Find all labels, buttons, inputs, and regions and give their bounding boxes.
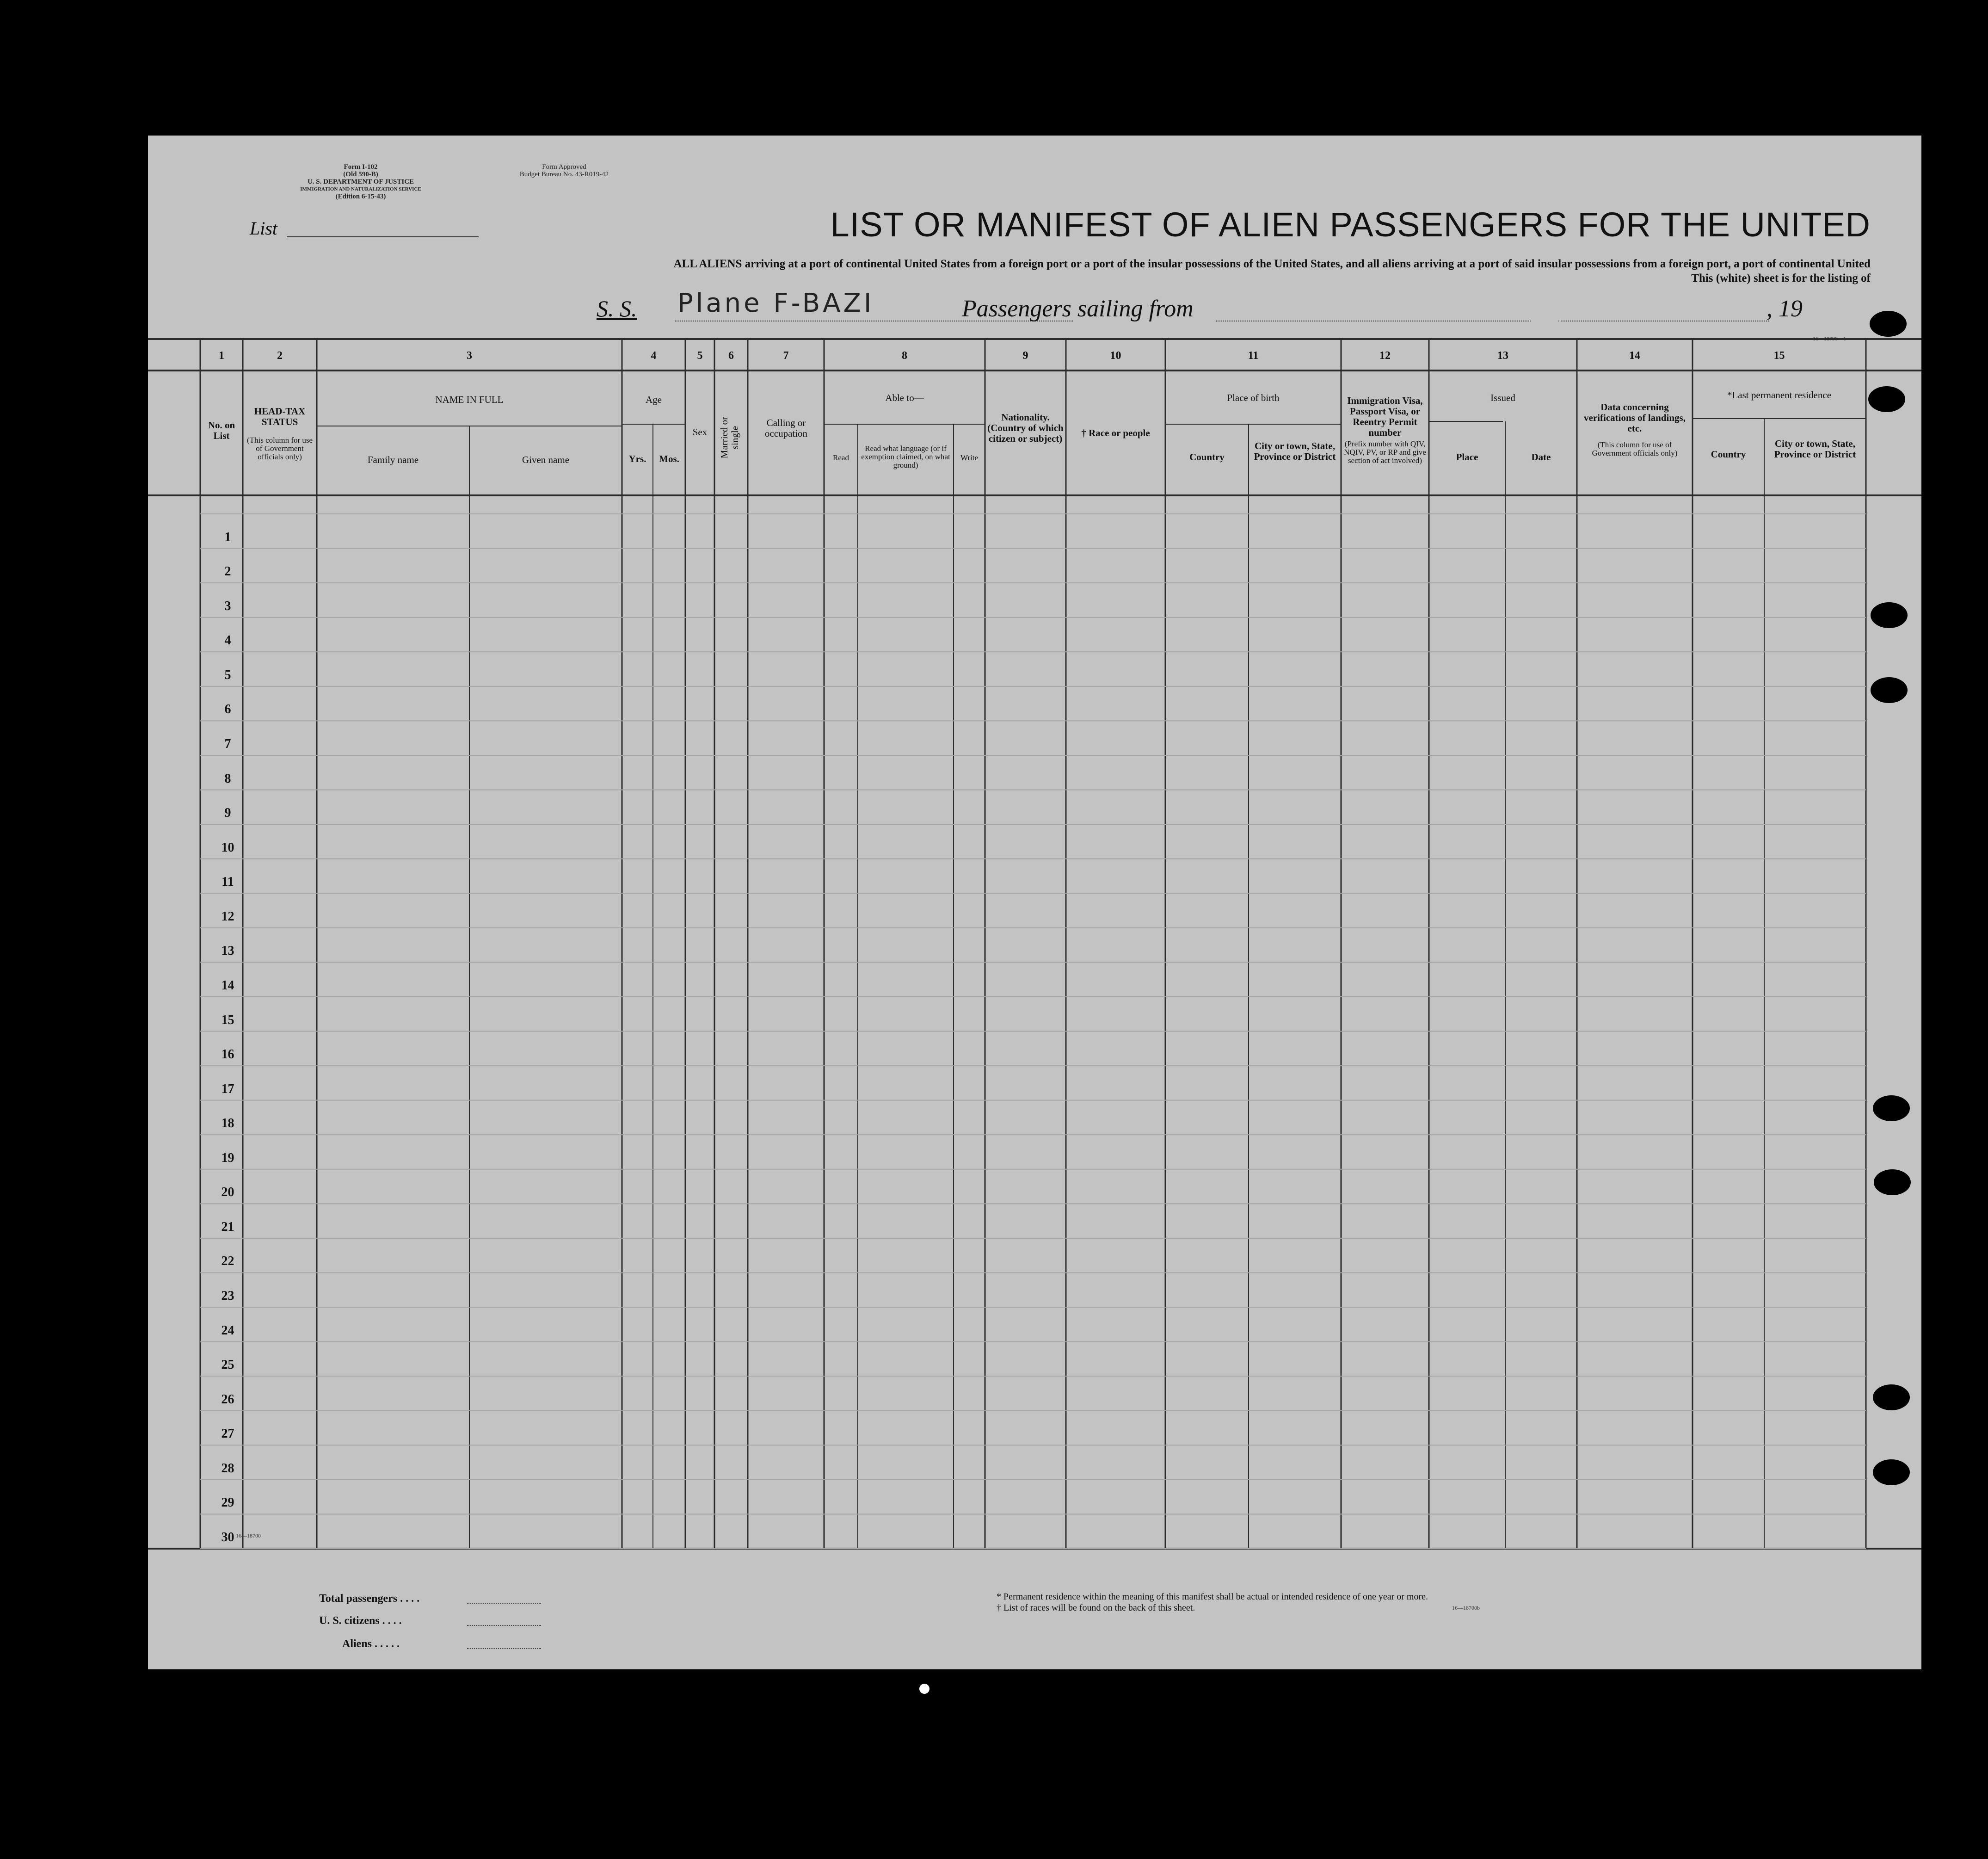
- col-5-number: 5: [697, 350, 703, 362]
- department-name: U. S. DEPARTMENT OF JUSTICE: [307, 178, 414, 185]
- row-number: 22: [221, 1254, 234, 1269]
- row-number: 3: [224, 599, 231, 613]
- manifest-grid: [148, 136, 1921, 1669]
- header-age-months: Mos.: [659, 453, 679, 464]
- header-nationality: Nationality. (Country of which citizen or subject): [987, 412, 1064, 444]
- aliens-label: Aliens . . . . .: [342, 1638, 400, 1650]
- row-number: 26: [221, 1392, 234, 1407]
- row-number: 23: [221, 1289, 234, 1303]
- header-visa-number: Immigration Visa, Passport Visa, or Reentry Permit number: [1347, 395, 1423, 438]
- manifest-sheet: [148, 136, 1921, 1669]
- col-13-number: 13: [1497, 350, 1508, 362]
- row-number: 12: [221, 909, 234, 924]
- header-able-to: Able to—: [885, 392, 924, 403]
- header-write: Write: [960, 453, 979, 462]
- row-number: 5: [224, 667, 231, 682]
- row-number: 10: [221, 840, 234, 855]
- punch-hole: [1874, 1169, 1911, 1195]
- total-passengers-field[interactable]: [467, 1603, 541, 1604]
- col-9-number: 9: [1022, 350, 1028, 362]
- row-number: 1: [224, 530, 231, 544]
- header-age: Age: [646, 394, 662, 405]
- row-number: 9: [224, 806, 231, 821]
- punch-hole: [1873, 1384, 1910, 1410]
- subtitle-line-2: This (white) sheet is for the listing of: [1691, 272, 1871, 284]
- budget-bureau-number: Budget Bureau No. 43-R019-42: [519, 171, 609, 178]
- row-number: 15: [221, 1013, 234, 1027]
- col-12-number: 12: [1379, 350, 1391, 362]
- form-old-number: (Old 590-B): [343, 171, 378, 178]
- header-head-tax-note: (This column for use of Government officials only): [246, 436, 313, 461]
- col-1-number: 1: [219, 350, 224, 362]
- ship-name-handwritten: Plane F-BAZI: [677, 288, 874, 318]
- header-family-name: Family name: [367, 454, 419, 465]
- form-edition: (Edition 6-15-43): [335, 193, 386, 200]
- header-issued-place: Place: [1456, 451, 1478, 463]
- punch-hole: [1873, 1459, 1910, 1485]
- ss-label: S. S.: [597, 296, 637, 321]
- row-number: 19: [221, 1150, 234, 1165]
- form-code-top: 16—18790—1: [1813, 335, 1846, 342]
- row-number: 13: [221, 944, 234, 958]
- punch-hole: [1868, 386, 1905, 412]
- row-number: 7: [224, 736, 231, 751]
- footnote-permanent-residence: * Permanent residence within the meaning of this manifest shall be actual or intended residence of one year or more.: [997, 1592, 1428, 1602]
- row-number: 8: [224, 771, 231, 786]
- col-15-number: 15: [1773, 350, 1785, 362]
- row-number: 4: [224, 633, 231, 648]
- header-sex: Sex: [692, 426, 708, 438]
- header-residence-city: City or town, State, Province or District: [1774, 438, 1856, 460]
- col-3-number: 3: [467, 350, 472, 362]
- header-read-language: Read what language (or if exemption claimed, on what ground): [861, 444, 950, 469]
- row-number: 29: [221, 1495, 234, 1510]
- col-8-number: 8: [902, 350, 907, 362]
- row-number: 25: [221, 1358, 234, 1372]
- header-verification-data: Data concerning verifications of landings, etc.: [1584, 401, 1686, 434]
- header-place-of-birth: Place of birth: [1227, 392, 1280, 403]
- punch-hole: [1870, 311, 1907, 337]
- subtitle-line-1: ALL ALIENS arriving at a port of continental United States from a foreign port or a port of the insular possessions of the United States, and all aliens arriving at a port of said insular possessions from a foreign port, a port of continental United: [673, 258, 1871, 270]
- manifest-title: LIST OR MANIFEST OF ALIEN PASSENGERS FOR THE UNITED: [830, 205, 1871, 244]
- list-label: List: [250, 218, 278, 239]
- header-race-or-people: † Race or people: [1081, 427, 1150, 439]
- punch-hole: [1871, 602, 1908, 628]
- total-passengers-label: Total passengers . . . .: [319, 1593, 420, 1605]
- row-number: 17: [221, 1081, 234, 1096]
- punch-hole: [1873, 1095, 1910, 1121]
- header-birth-country: Country: [1189, 451, 1225, 463]
- header-visa-note: (Prefix number with QIV, NQIV, PV, or RP and give section of act involved): [1344, 439, 1426, 465]
- col-11-number: 11: [1248, 350, 1259, 362]
- us-citizens-field[interactable]: [467, 1625, 541, 1626]
- aliens-field[interactable]: [467, 1648, 541, 1649]
- year-label: , 19: [1766, 296, 1803, 322]
- header-head-tax-status: HEAD-TAX STATUS: [254, 406, 306, 427]
- row-number: 11: [222, 875, 234, 889]
- row-number: 24: [221, 1323, 234, 1338]
- row-number: 16: [221, 1047, 234, 1062]
- row-number: 2: [224, 564, 231, 579]
- row-number: 28: [221, 1461, 234, 1476]
- header-birth-city: City or town, State, Province or District: [1254, 440, 1336, 462]
- header-verification-note: (This column for use of Government officials only): [1592, 440, 1678, 457]
- film-mark: [919, 1684, 929, 1694]
- header-name-in-full: NAME IN FULL: [435, 394, 504, 405]
- row-number: 27: [221, 1427, 234, 1441]
- row-number: 18: [221, 1116, 234, 1131]
- col-14-number: 14: [1629, 350, 1640, 362]
- form-approved: Form Approved: [542, 163, 586, 171]
- col-7-number: 7: [783, 350, 789, 362]
- form-number: Form I-102: [344, 163, 378, 171]
- form-code-left: 16—18700: [236, 1532, 261, 1539]
- row-number: 20: [221, 1185, 234, 1200]
- row-number: 14: [221, 978, 234, 993]
- form-code-bottom: 16—18700b: [1452, 1605, 1480, 1611]
- row-number: 21: [221, 1219, 234, 1234]
- punch-hole: [1871, 677, 1908, 703]
- col-6-number: 6: [728, 350, 734, 362]
- footnote-races: † List of races will be found on the back of this sheet.: [997, 1603, 1195, 1613]
- header-issued-date: Date: [1531, 451, 1551, 463]
- header-issued: Issued: [1490, 392, 1515, 403]
- header-given-name: Given name: [522, 454, 570, 465]
- header-residence-country: Country: [1711, 449, 1746, 460]
- header-last-residence: *Last permanent residence: [1727, 389, 1832, 401]
- header-no-on-list: No. on List: [208, 420, 235, 441]
- row-number: 6: [224, 702, 231, 717]
- header-read: Read: [833, 453, 849, 462]
- us-citizens-label: U. S. citizens . . . .: [319, 1615, 402, 1627]
- row-number: 30: [221, 1530, 234, 1544]
- header-calling-or-occupation: Calling or occupation: [764, 417, 808, 439]
- header-married-or-single: Married or single: [719, 416, 740, 459]
- col-10-number: 10: [1110, 350, 1121, 362]
- col-2-number: 2: [277, 350, 283, 362]
- service-name: IMMIGRATION AND NATURALIZATION SERVICE: [300, 186, 421, 192]
- col-4-number: 4: [651, 350, 657, 362]
- header-age-years: Yrs.: [628, 453, 646, 464]
- sailing-from-label: Passengers sailing from: [962, 296, 1194, 322]
